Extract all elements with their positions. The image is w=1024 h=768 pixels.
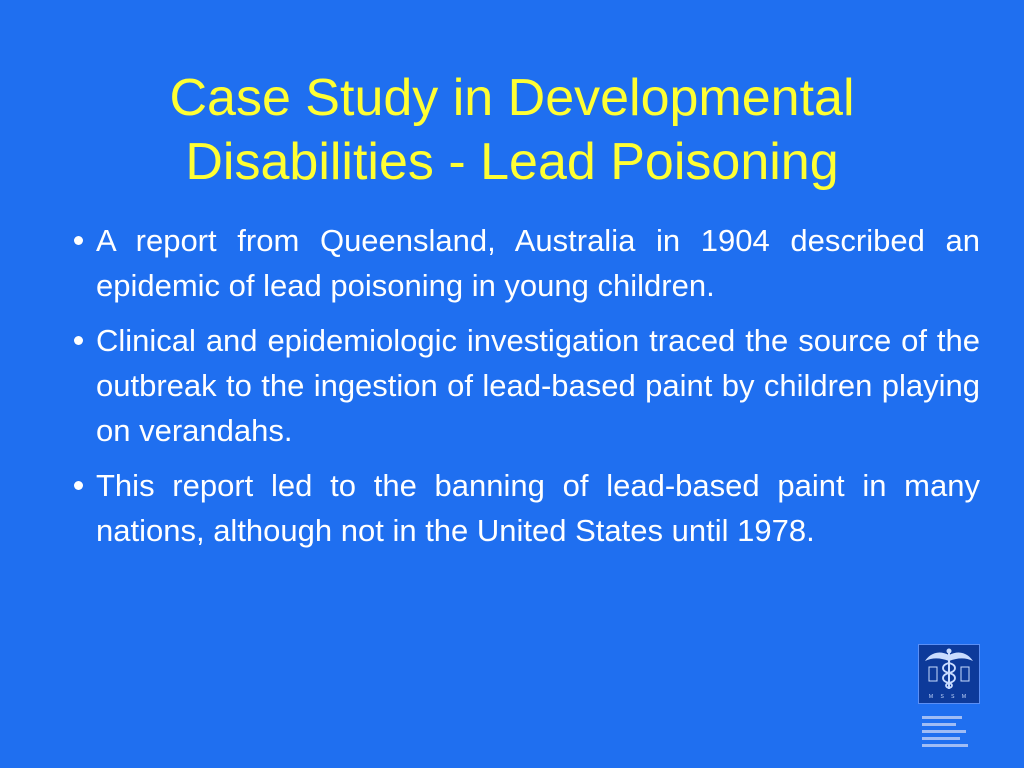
slide-title xyxy=(40,66,984,194)
bullet-item xyxy=(70,463,980,553)
bullet-item xyxy=(70,318,980,453)
bullet-item xyxy=(70,218,980,308)
school-logo xyxy=(918,644,980,704)
caduceus-seal-icon xyxy=(919,645,979,693)
logo-caption-graphic xyxy=(918,714,980,750)
bullet-dot-icon xyxy=(74,336,83,345)
bullet-text: A report from Queensland, Australia in 1904 described an epidemic of lead poisoning in young children. xyxy=(96,223,980,303)
bullet-text: Clinical and epidemiologic investigation traced the source of the outbreak to the ingestion of lead-based paint by children playing on verandahs. xyxy=(96,323,980,448)
logo-letters: M S S M xyxy=(928,694,970,700)
slide-title-line-1: Case Study in Developmental xyxy=(169,69,855,127)
bullet-text: This report led to the banning of lead-based paint in many nations, although not in the United States until 1978. xyxy=(96,468,980,548)
bullet-list xyxy=(70,218,980,563)
slide-title-line-2: Disabilities - Lead Poisoning xyxy=(185,133,839,191)
bullet-dot-icon xyxy=(74,236,83,245)
bullet-dot-icon xyxy=(74,481,83,490)
